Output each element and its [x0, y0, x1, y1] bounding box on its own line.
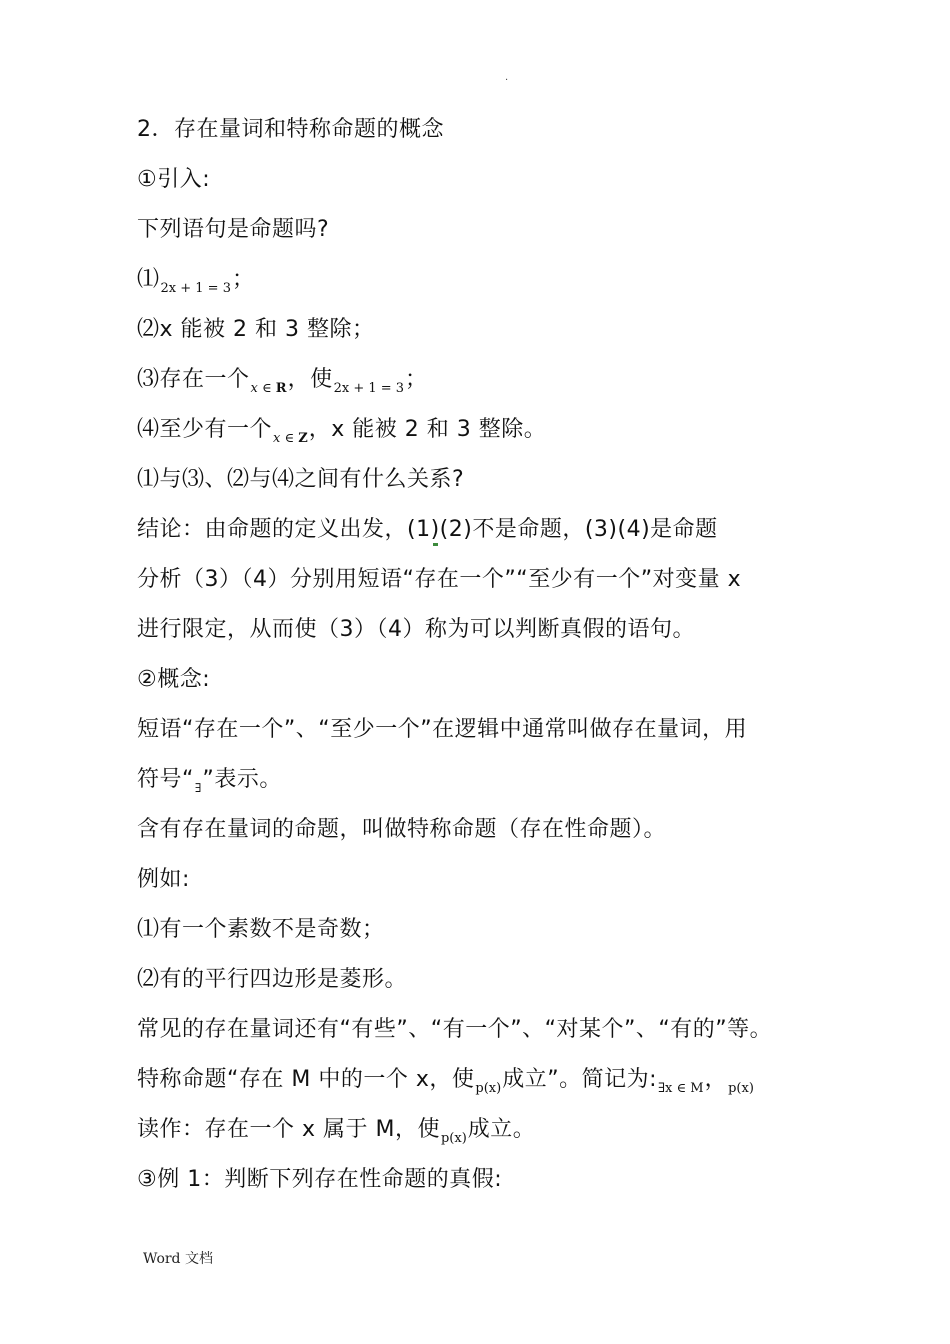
example-1: ⑴有一个素数不是奇数； — [137, 917, 385, 942]
statement-4-prefix: ⑷至少有一个 — [137, 417, 273, 442]
analysis-line-1: 分析（3）（4）分别用短语“存在一个”“至少有一个”对变量 x — [137, 567, 742, 592]
statement-3-suffix: ； — [405, 367, 428, 392]
reading-p-x: p(x) — [440, 1131, 467, 1146]
analysis-line-2: 进行限定，从而使（3）（4）称为可以判断真假的语句。 — [137, 617, 695, 642]
example-2: ⑵有的平行四边形是菱形。 — [137, 967, 408, 992]
definition-line-3: 含有存在量词的命题，叫做特称命题（存在性命题）。 — [137, 817, 667, 842]
notation-p-x-2: p(x) — [728, 1081, 754, 1096]
statement-2: ⑵x 能被 2 和 3 整除； — [137, 317, 375, 342]
statement-3-var: x — [250, 381, 258, 396]
statement-3-membership — [251, 381, 287, 396]
intro-label: ①引入: — [137, 167, 211, 192]
statement-3-rel: ∈ — [257, 381, 276, 396]
definition-line-2 — [137, 758, 827, 808]
relation-question: ⑴与⑶、⑵与⑷之间有什么关系? — [137, 467, 465, 492]
statement-3-set: R — [275, 381, 287, 396]
header-dot: . — [505, 72, 509, 83]
statement-4-var: x — [273, 431, 281, 446]
question: 下列语句是命题吗? — [137, 217, 330, 242]
statement-4-rel: ∈ — [280, 431, 299, 446]
conclusion: 结论：由命题的定义出发，(1)(2)不是命题，(3)(4)是命题 — [137, 517, 718, 542]
statement-3 — [137, 358, 827, 408]
statement-4-suffix: ，x 能被 2 和 3 整除。 — [308, 417, 547, 442]
statement-4-membership — [273, 431, 308, 446]
notation-exists-expr: ∃x ∈ M — [658, 1081, 704, 1096]
notation-line — [137, 1058, 827, 1108]
concept-label: ②概念: — [137, 667, 211, 692]
exists-symbol: ∃ — [194, 781, 202, 795]
example-1-heading: ③例 1：判断下列存在性命题的真假: — [137, 1167, 503, 1192]
example-label: 例如: — [137, 867, 190, 892]
section-title: 2．存在量词和特称命题的概念 — [137, 117, 444, 142]
reading-prefix: 读作：存在一个 x 属于 M，使 — [137, 1117, 440, 1142]
statement-1-equation: 2x + 1 = 3 — [160, 281, 231, 296]
definition-2-suffix: ”表示。 — [202, 767, 282, 792]
notation-p-x-1: p(x) — [475, 1081, 502, 1096]
statement-3-prefix: ⑶存在一个 — [137, 367, 250, 392]
definition-line-1: 短语“存在一个”、“至少一个”在逻辑中通常叫做存在量词，用 — [137, 717, 748, 742]
statement-4 — [137, 408, 827, 458]
reading-line — [137, 1108, 827, 1158]
notation-prefix: 特称命题“存在 M 中的一个 x，使 — [137, 1067, 475, 1092]
notation-mid: 成立”。简记为: — [502, 1067, 657, 1092]
notation-comma: ， — [704, 1067, 728, 1092]
common-quantifiers: 常见的存在量词还有“有些”、“有一个”、“对某个”、“有的”等。 — [137, 1017, 773, 1042]
statement-3-mid: ，使 — [287, 367, 333, 392]
document-body — [137, 108, 827, 1208]
statement-4-set: Z — [298, 431, 308, 446]
page-footer: Word 文档 — [143, 1251, 213, 1267]
statement-3-equation: 2x + 1 = 3 — [333, 381, 405, 396]
statement-1-suffix: ； — [231, 267, 255, 292]
statement-1-prefix: ⑴ — [137, 267, 160, 292]
definition-2-prefix: 符号“ — [137, 767, 194, 792]
statement-1 — [137, 258, 827, 308]
reading-suffix: 成立。 — [467, 1117, 536, 1142]
